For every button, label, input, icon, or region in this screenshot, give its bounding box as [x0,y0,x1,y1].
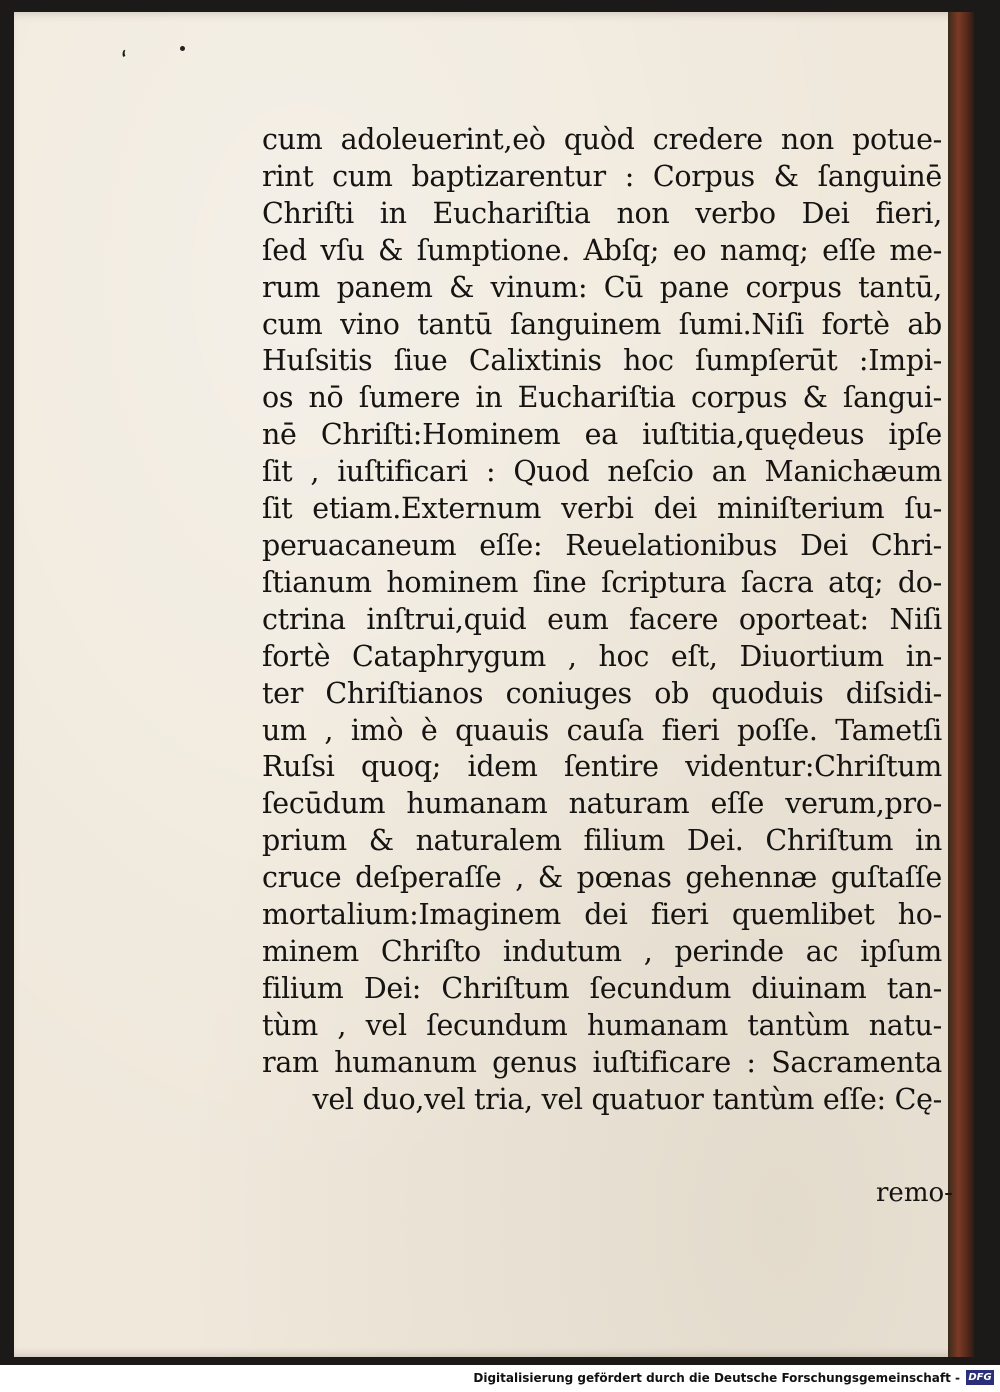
text-line: Chriſti in Euchariſtia non verbo Dei fieri, [262,196,942,230]
body-text [262,122,942,1118]
ink-dot [180,46,185,51]
text-line: cum adoleuerint,eò quòd credere non potue- [262,123,942,156]
text-line: ſtianum hominem ſine ſcriptura ſacra atq; do- [262,565,942,599]
text-line: ſit etiam.Externum verbi dei miniſterium ſu- [262,492,942,526]
text-line: fortè Cataphrygum , hoc eſt, Diuortium in- [262,639,942,673]
catchword: remo- [876,1178,953,1208]
text-line: tùm , vel ſecundum humanam tantùm natu- [262,1008,942,1042]
page-mark: ‘ [117,45,136,77]
text-line: os nō ſumere in Euchariſtia corpus & ſangui- [262,381,942,415]
book-spine-edge [948,12,974,1357]
text-line: vel duo,vel tria, vel quatuor tantùm eſſe: Cę- [312,1082,942,1116]
text-line: mortalium:Imaginem dei fieri quemlibet ho- [262,898,942,932]
text-line: filium Dei: Chriſtum ſecundum diuinam tan- [262,971,942,1005]
text-line: ram humanum genus iuſtificare : Sacramenta [262,1045,942,1079]
funding-credit: Digitalisierung gefördert durch die Deutsche Forschungsgemeinschaft - [473,1371,960,1385]
text-line: nē Chriſti:Hominem ea iuſtitia,quędeus ipſe [262,418,942,452]
text-line: cum vino tantū ſanguinem ſumi.Niſi fortè ab [262,307,942,341]
text-line: Ruſsi quoq; idem ſentire videntur:Chriſtum [262,750,942,784]
text-line: ter Chriſtianos coniuges ob quoduis diſsidi- [262,676,942,710]
text-line: ſit , iuſtificari : Quod neſcio an Manichæum [262,455,942,489]
text-line: Huſsitis ſiue Calixtinis hoc ſumpſerūt :Impi- [262,344,942,378]
text-line: cruce deſperaſſe , & pœnas gehennæ guſtaſſe [262,861,942,895]
dfg-logo: DFG [966,1370,994,1385]
text-line: rum panem & vinum: Cū pane corpus tantū, [262,270,942,304]
text-line: minem Chriſto indutum , perinde ac ipſum [262,934,942,968]
text-line: ſecūdum humanam naturam eſſe verum,pro- [262,787,942,821]
text-line: peruacaneum eſſe: Reuelationibus Dei Chri- [262,528,942,562]
footer-bar [0,1365,1000,1392]
text-line: prium & naturalem filium Dei. Chriſtum in [262,824,942,858]
text-line: um , imò è quauis cauſa fieri poſſe. Tametſi [262,713,942,747]
text-line: rint cum baptizarentur : Corpus & ſanguinē [262,159,942,193]
text-line: ſed vſu & ſumptione. Abſq; eo namq; eſſe me- [262,233,942,267]
text-line: ctrina inſtrui,quid eum facere oporteat: Niſi [262,602,942,636]
